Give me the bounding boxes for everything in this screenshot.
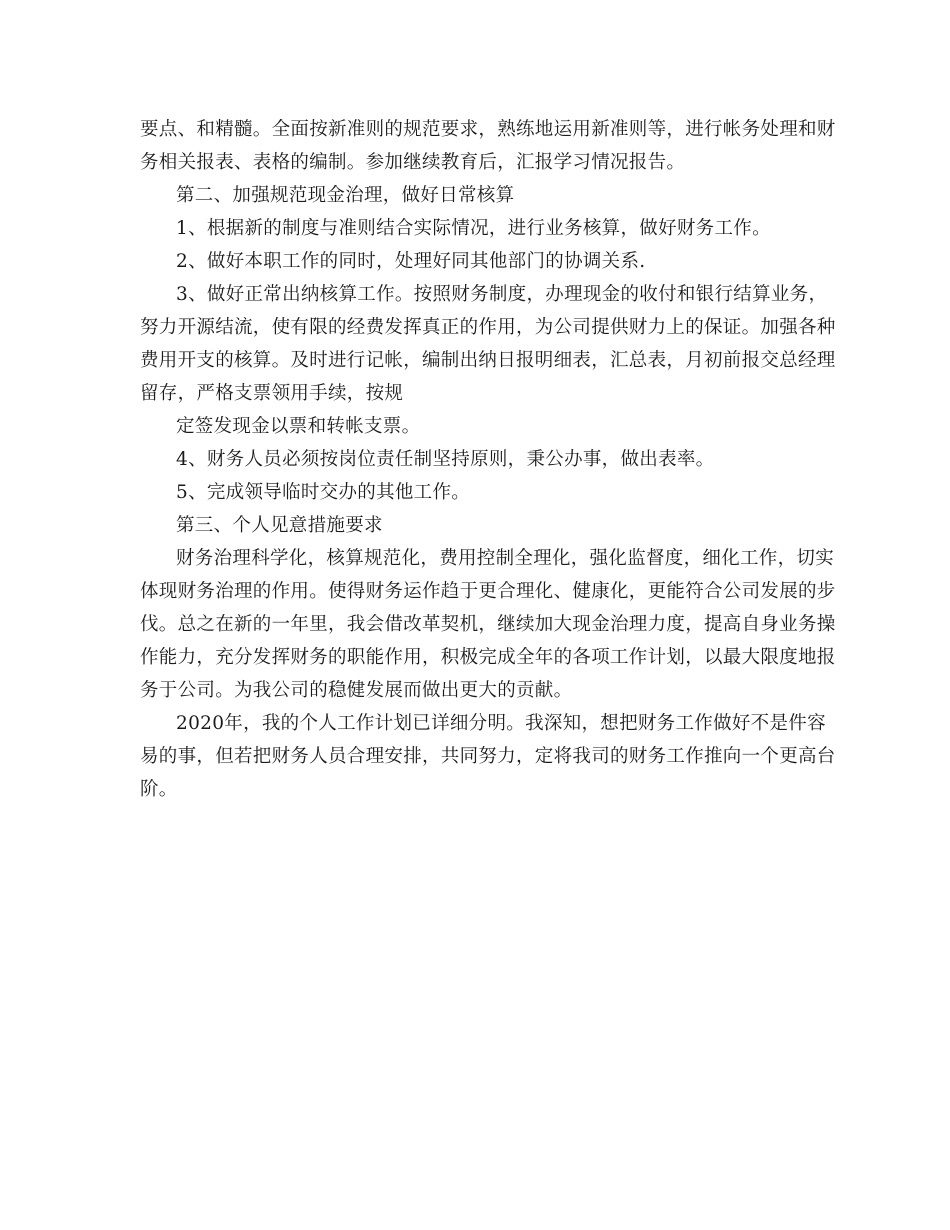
list-item: 4、财务人员必须按岗位责任制坚持原则，秉公办事，做出表率。	[176, 449, 715, 470]
list-item: 3、做好正常出纳核算工作。按照财务制度，办理现金的收付和银行结算业务，努力开源结流，使有限的经费发挥真正的作用，为公司提供财力上的保证。加强各种费用开支的核算。及时进行记帐，编制出纳日报明细表，汇总表，月初前报交总经理留存，严格支票领用手续，按规	[140, 284, 836, 404]
list-item: 1、根据新的制度与准则结合实际情况，进行业务核算，做好财务工作。	[176, 218, 771, 239]
section-heading: 第二、加强规范现金治理，做好日常核算	[176, 185, 515, 206]
paragraph: 财务治理科学化，核算规范化，费用控制全理化，强化监督度，细化工作，切实体现财务治理的作用。使得财务运作趋于更合理化、健康化，更能符合公司发展的步伐。总之在新的一年里，我会借改革契机，继续加大现金治理力度，提高自身业务操作能力，充分发挥财务的职能作用，积极完成全年的各项工作计划，以最大限度地报务于公司。为我公司的稳健发展而做出更大的贡献。	[140, 548, 836, 701]
list-item: 2、做好本职工作的同时，处理好同其他部门的协调关系.	[176, 251, 646, 272]
paragraph: 定签发现金以票和转帐支票。	[176, 416, 421, 437]
paragraph: 要点、和精髓。全面按新准则的规范要求，熟练地运用新准则等，进行帐务处理和财务相关报表、表格的编制。参加继续教育后，汇报学习情况报告。	[140, 119, 836, 173]
section-heading: 第三、个人见意措施要求	[176, 515, 383, 536]
paragraph: 2020年，我的个人工作计划已详细分明。我深知，想把财务工作做好不是件容易的事，但若把财务人员合理安排，共同努力，定将我司的财务工作推向一个更高台阶。	[140, 713, 836, 800]
list-item: 5、完成领导临时交办的其他工作。	[176, 482, 471, 503]
document-body	[140, 113, 840, 806]
